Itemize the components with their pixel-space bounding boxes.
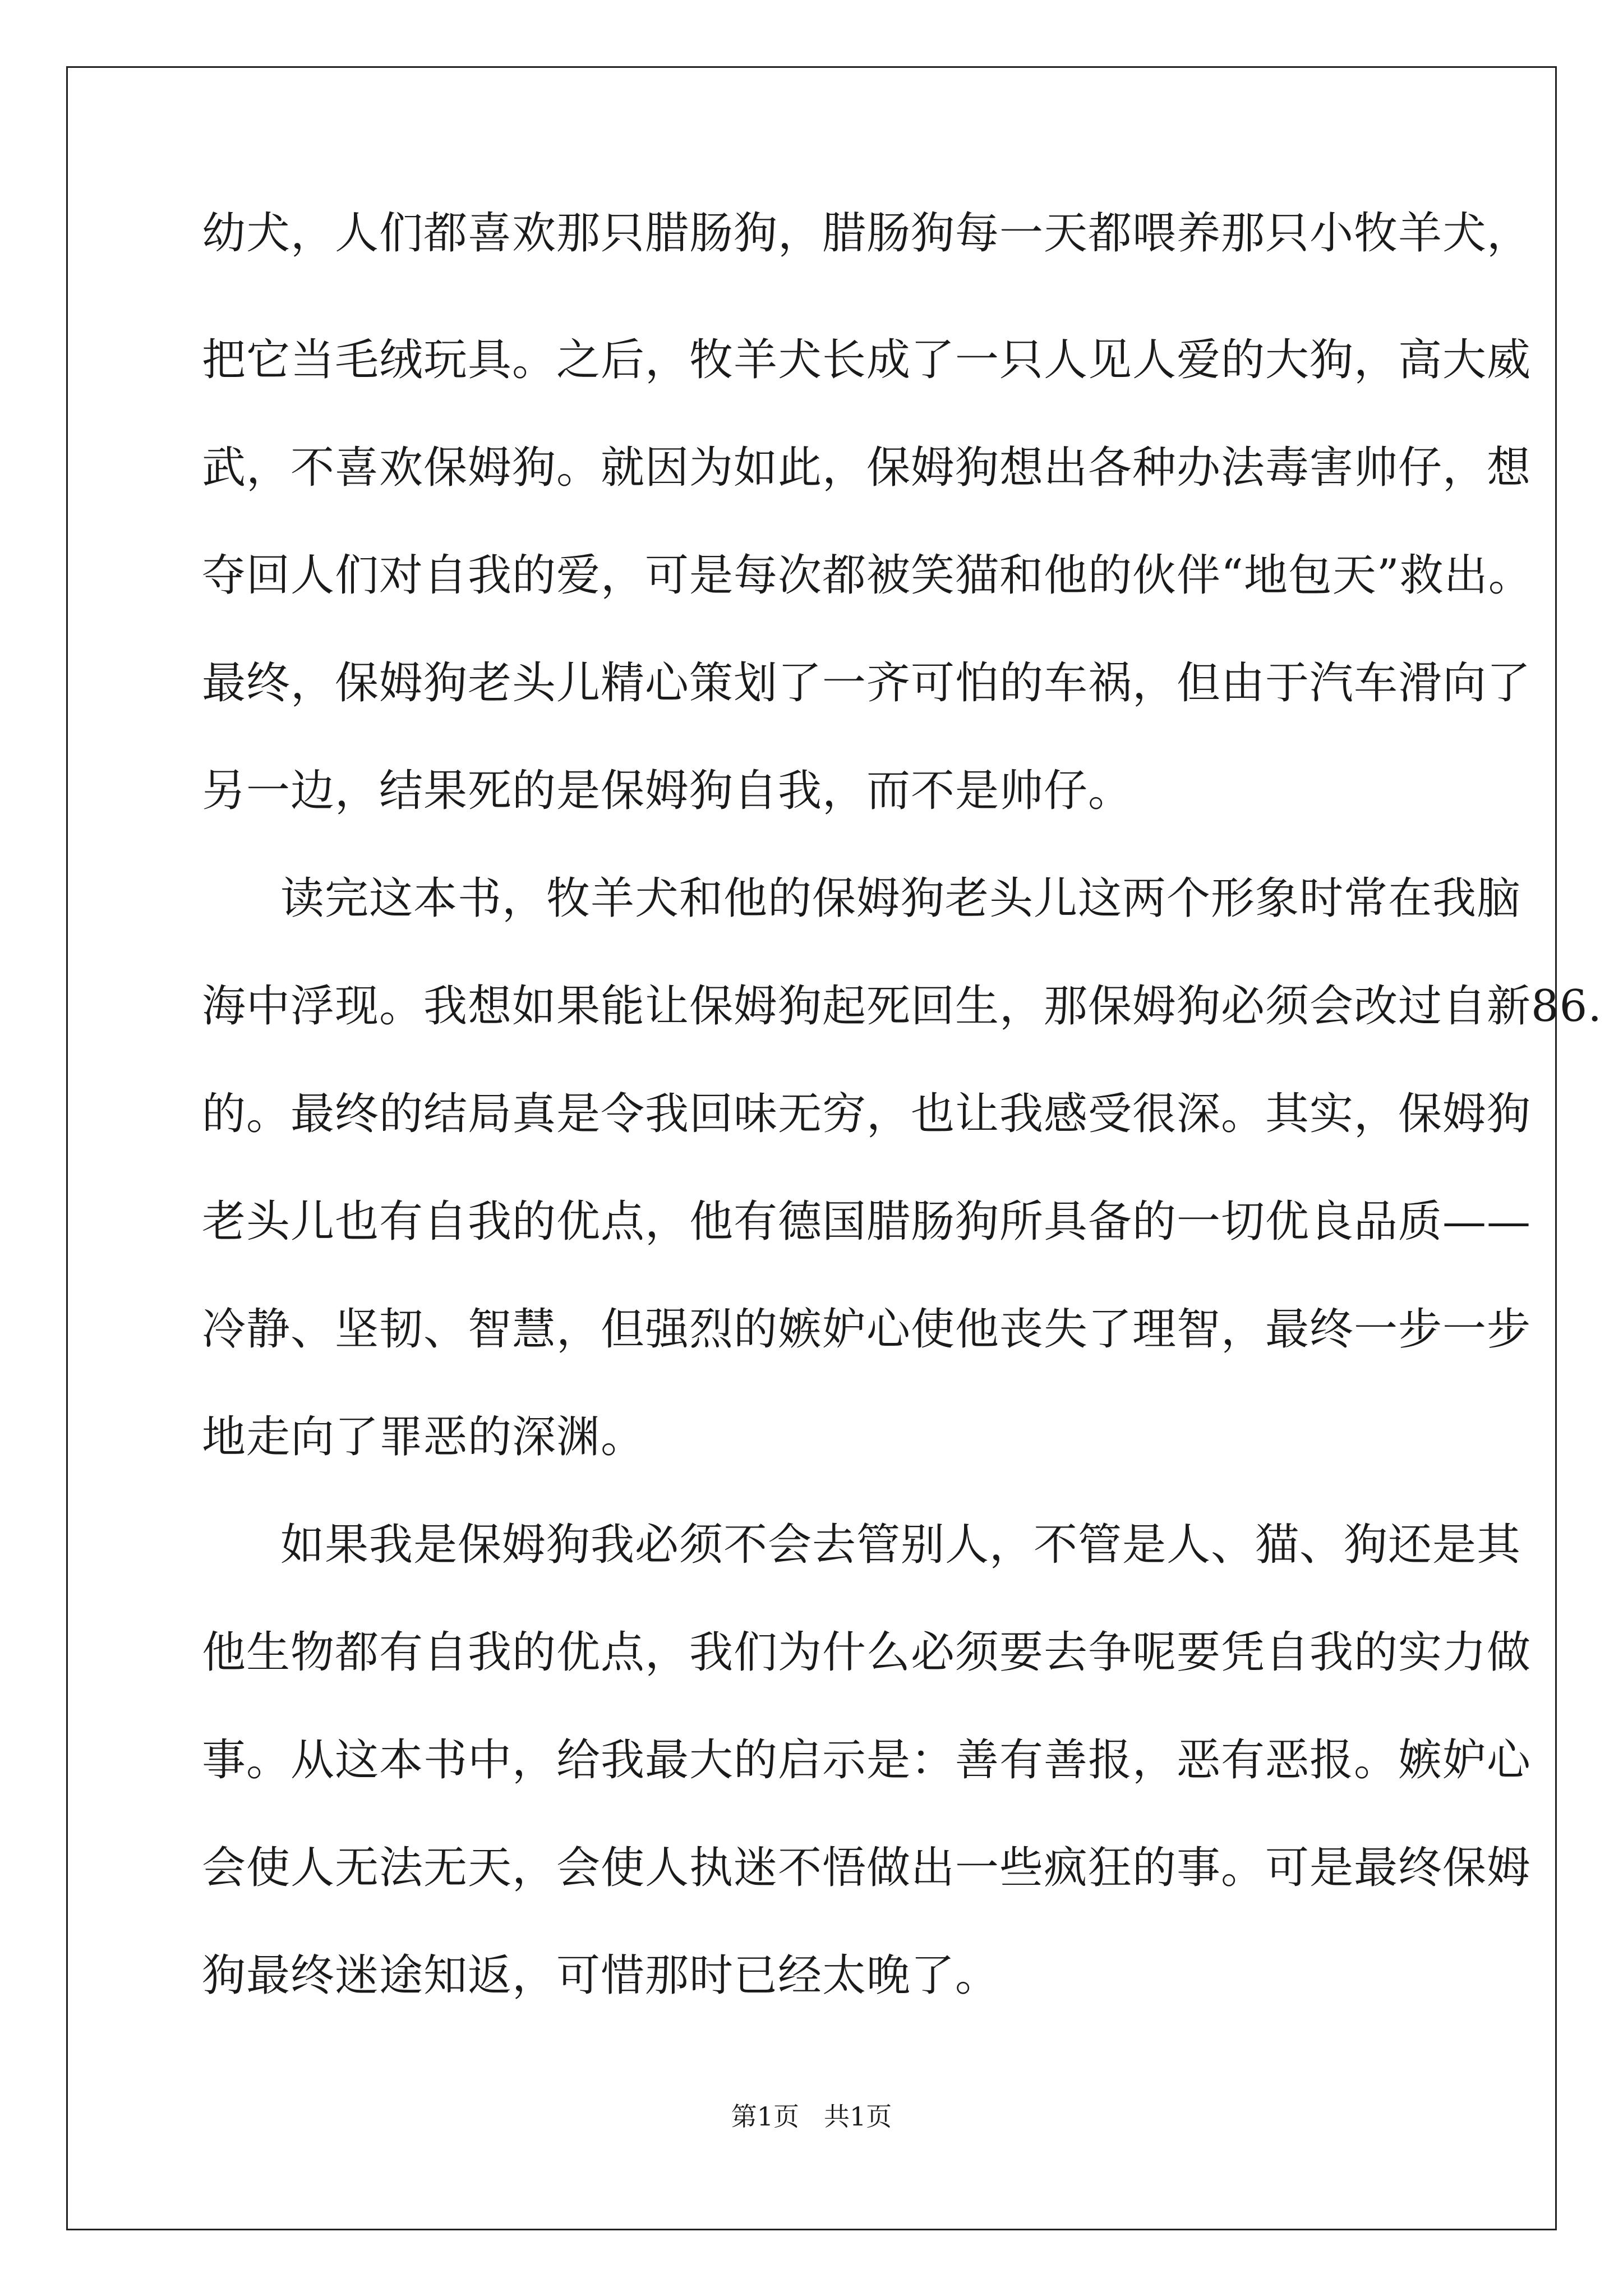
text-line: 事。从这本书中，给我最大的启示是：善有善报，恶有恶报。嫉妒心 (202, 1735, 1532, 1786)
text-line: 海中浮现。我想如果能让保姆狗起死回生，那保姆狗必须会改过自新86. (202, 981, 1603, 1032)
paragraph-first-line: 如果我是保姆狗我必须不会去管别人，不管是人、猫、狗还是其 (280, 1520, 1521, 1570)
text-line: 地走向了罪恶的深渊。 (202, 1412, 645, 1462)
text-line: 狗最终迷途知返，可惜那时已经太晚了。 (202, 1950, 1000, 2001)
text-line: 武，不喜欢保姆狗。就因为如此，保姆狗想出各种办法毒害帅仔，想 (202, 443, 1532, 493)
text-line: 把它当毛绒玩具。之后，牧羊犬长成了一只人见人爱的大狗，高大威 (202, 335, 1532, 385)
text-line: 的。最终的结局真是令我回味无穷，也让我感受很深。其实，保姆狗 (202, 1089, 1532, 1139)
text-line: 冷静、坚韧、智慧，但强烈的嫉妒心使他丧失了理智，最终一步一步 (202, 1304, 1532, 1355)
text-line: 他生物都有自我的优点，我们为什么必须要去争呢要凭自我的实力做 (202, 1627, 1532, 1678)
text-line: 幼犬，人们都喜欢那只腊肠狗，腊肠狗每一天都喂养那只小牧羊犬， (202, 208, 1532, 259)
text-line: 会使人无法无天，会使人执迷不悟做出一些疯狂的事。可是最终保姆 (202, 1843, 1532, 1893)
page-number: 第1页 (731, 2101, 799, 2132)
text-line: 夺回人们对自我的爱，可是每次都被笑猫和他的伙伴“地包天”救出。 (202, 550, 1533, 601)
paragraph-first-line: 读完这本书，牧羊犬和他的保姆狗老头儿这两个形象时常在我脑 (280, 873, 1521, 924)
text-line: 老头儿也有自我的优点，他有德国腊肠狗所具备的一切优良品质—— (202, 1197, 1532, 1247)
page-frame (66, 66, 1557, 2230)
page-total: 共1页 (824, 2101, 892, 2132)
text-line: 最终，保姆狗老头儿精心策划了一齐可怕的车祸，但由于汽车滑向了 (202, 658, 1532, 708)
text-line: 另一边，结果死的是保姆狗自我，而不是帅仔。 (202, 766, 1133, 816)
page-footer (0, 2101, 1623, 2132)
